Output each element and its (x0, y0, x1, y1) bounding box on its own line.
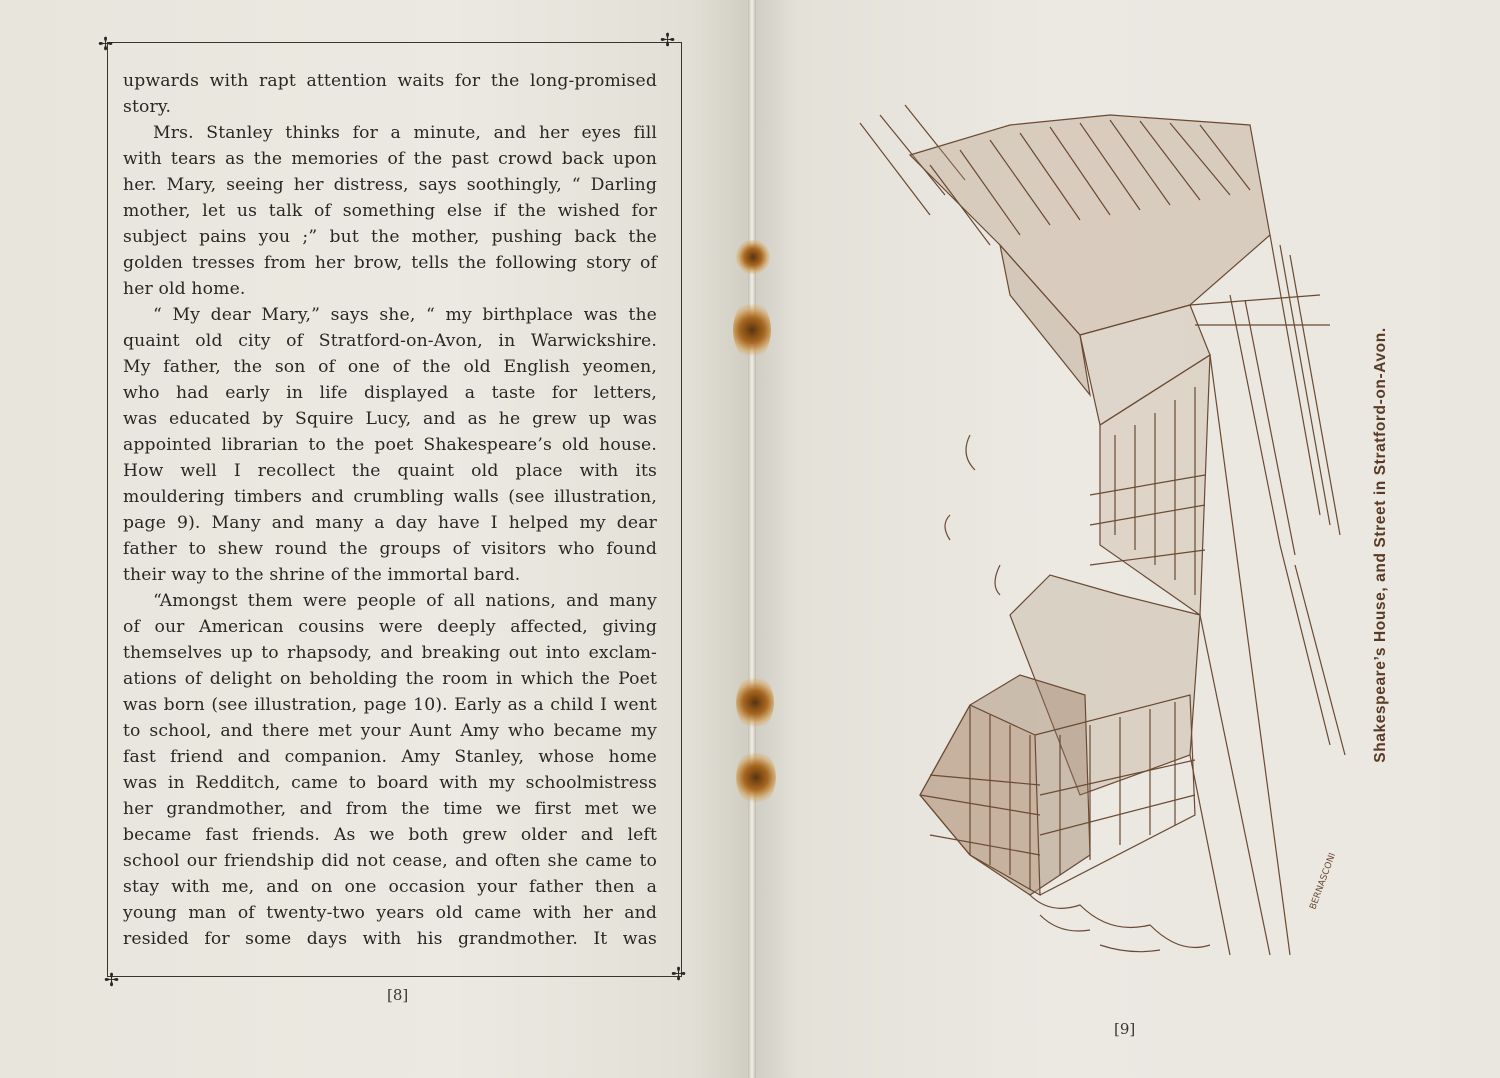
text-line: resided for some days with his grandmother. It was (123, 929, 657, 949)
text-line: who had early in life displayed a taste for letters, (123, 383, 657, 403)
text-line: stay with me, and on one occasion your father then a (123, 877, 657, 897)
text-line: young man of twenty-two years old came with her and (123, 903, 657, 923)
text-line: their way to the shrine of the immortal bard. (123, 565, 521, 585)
text-line: golden tresses from her brow, tells the following story of (123, 253, 657, 273)
text-line: themselves up to rhapsody, and breaking out into exclam- (123, 643, 657, 663)
text-line: upwards with rapt attention waits for the long-promised (123, 71, 657, 91)
burn-mark (736, 750, 776, 805)
text-line: her. Mary, seeing her distress, says soothingly, “ Darling (123, 175, 657, 195)
text-line: appointed librarian to the poet Shakespeare’s old house. (123, 435, 657, 455)
text-line: fast friend and companion. Amy Stanley, whose home (123, 747, 657, 767)
burn-mark (736, 675, 774, 730)
text-line: was born (see illustration, page 10). Early as a child I went (123, 695, 657, 715)
text-line: was educated by Squire Lucy, and as he grew up was (123, 409, 657, 429)
text-line: became fast friends. As we both grew older and left (123, 825, 657, 845)
text-line: school our friendship did not cease, and often she came to (123, 851, 657, 871)
body-text (123, 68, 657, 952)
corner-cross-icon: ✢ (98, 34, 114, 55)
text-line: with tears as the memories of the past crowd back upon (123, 149, 657, 169)
text-line: of our American cousins were deeply affected, giving (123, 617, 657, 637)
text-line: mother, let us talk of something else if the wished for (123, 201, 657, 221)
text-line: Mrs. Stanley thinks for a minute, and her eyes fill (153, 123, 657, 143)
text-line: her grandmother, and from the time we first met we (123, 799, 657, 819)
page-number-left: [8] (387, 986, 409, 1004)
corner-cross-icon: ✢ (660, 30, 676, 51)
corner-cross-icon: ✢ (671, 964, 687, 985)
text-line: My father, the son of one of the old English yeomen, (123, 357, 657, 377)
text-line: How well I recollect the quaint old place with its (123, 461, 657, 481)
text-line: was in Redditch, came to board with my schoolmistress (123, 773, 657, 793)
book-gutter (748, 0, 756, 1078)
illustration-caption: Shakespeare’s House, and Street in Stratford-on-Avon. (1372, 327, 1389, 763)
corner-cross-icon: ✢ (104, 970, 120, 991)
text-line: father to shew round the groups of visitors who found (123, 539, 657, 559)
artist-signature: BERNASCONI (1308, 851, 1339, 912)
text-line: “ My dear Mary,” says she, “ my birthplace was the (153, 305, 657, 325)
text-line: subject pains you ;” but the mother, pushing back the (123, 227, 657, 247)
text-line: story. (123, 97, 172, 117)
text-line: quaint old city of Stratford-on-Avon, in Warwickshire. (123, 331, 657, 351)
text-line: to school, and there met your Aunt Amy who became my (123, 721, 657, 741)
burn-mark (736, 240, 770, 274)
text-line: page 9). Many and many a day have I helped my dear (123, 513, 657, 533)
burn-mark (733, 300, 771, 360)
text-line: ations of delight on beholding the room in which the Poet (123, 669, 657, 689)
text-line: “Amongst them were people of all nations, and many (153, 591, 657, 611)
text-line: mouldering timbers and crumbling walls (see illustration, (123, 487, 657, 507)
street-etching-illustration (850, 95, 1350, 975)
page-number-right: [9] (1114, 1020, 1136, 1038)
text-line: her old home. (123, 279, 246, 299)
